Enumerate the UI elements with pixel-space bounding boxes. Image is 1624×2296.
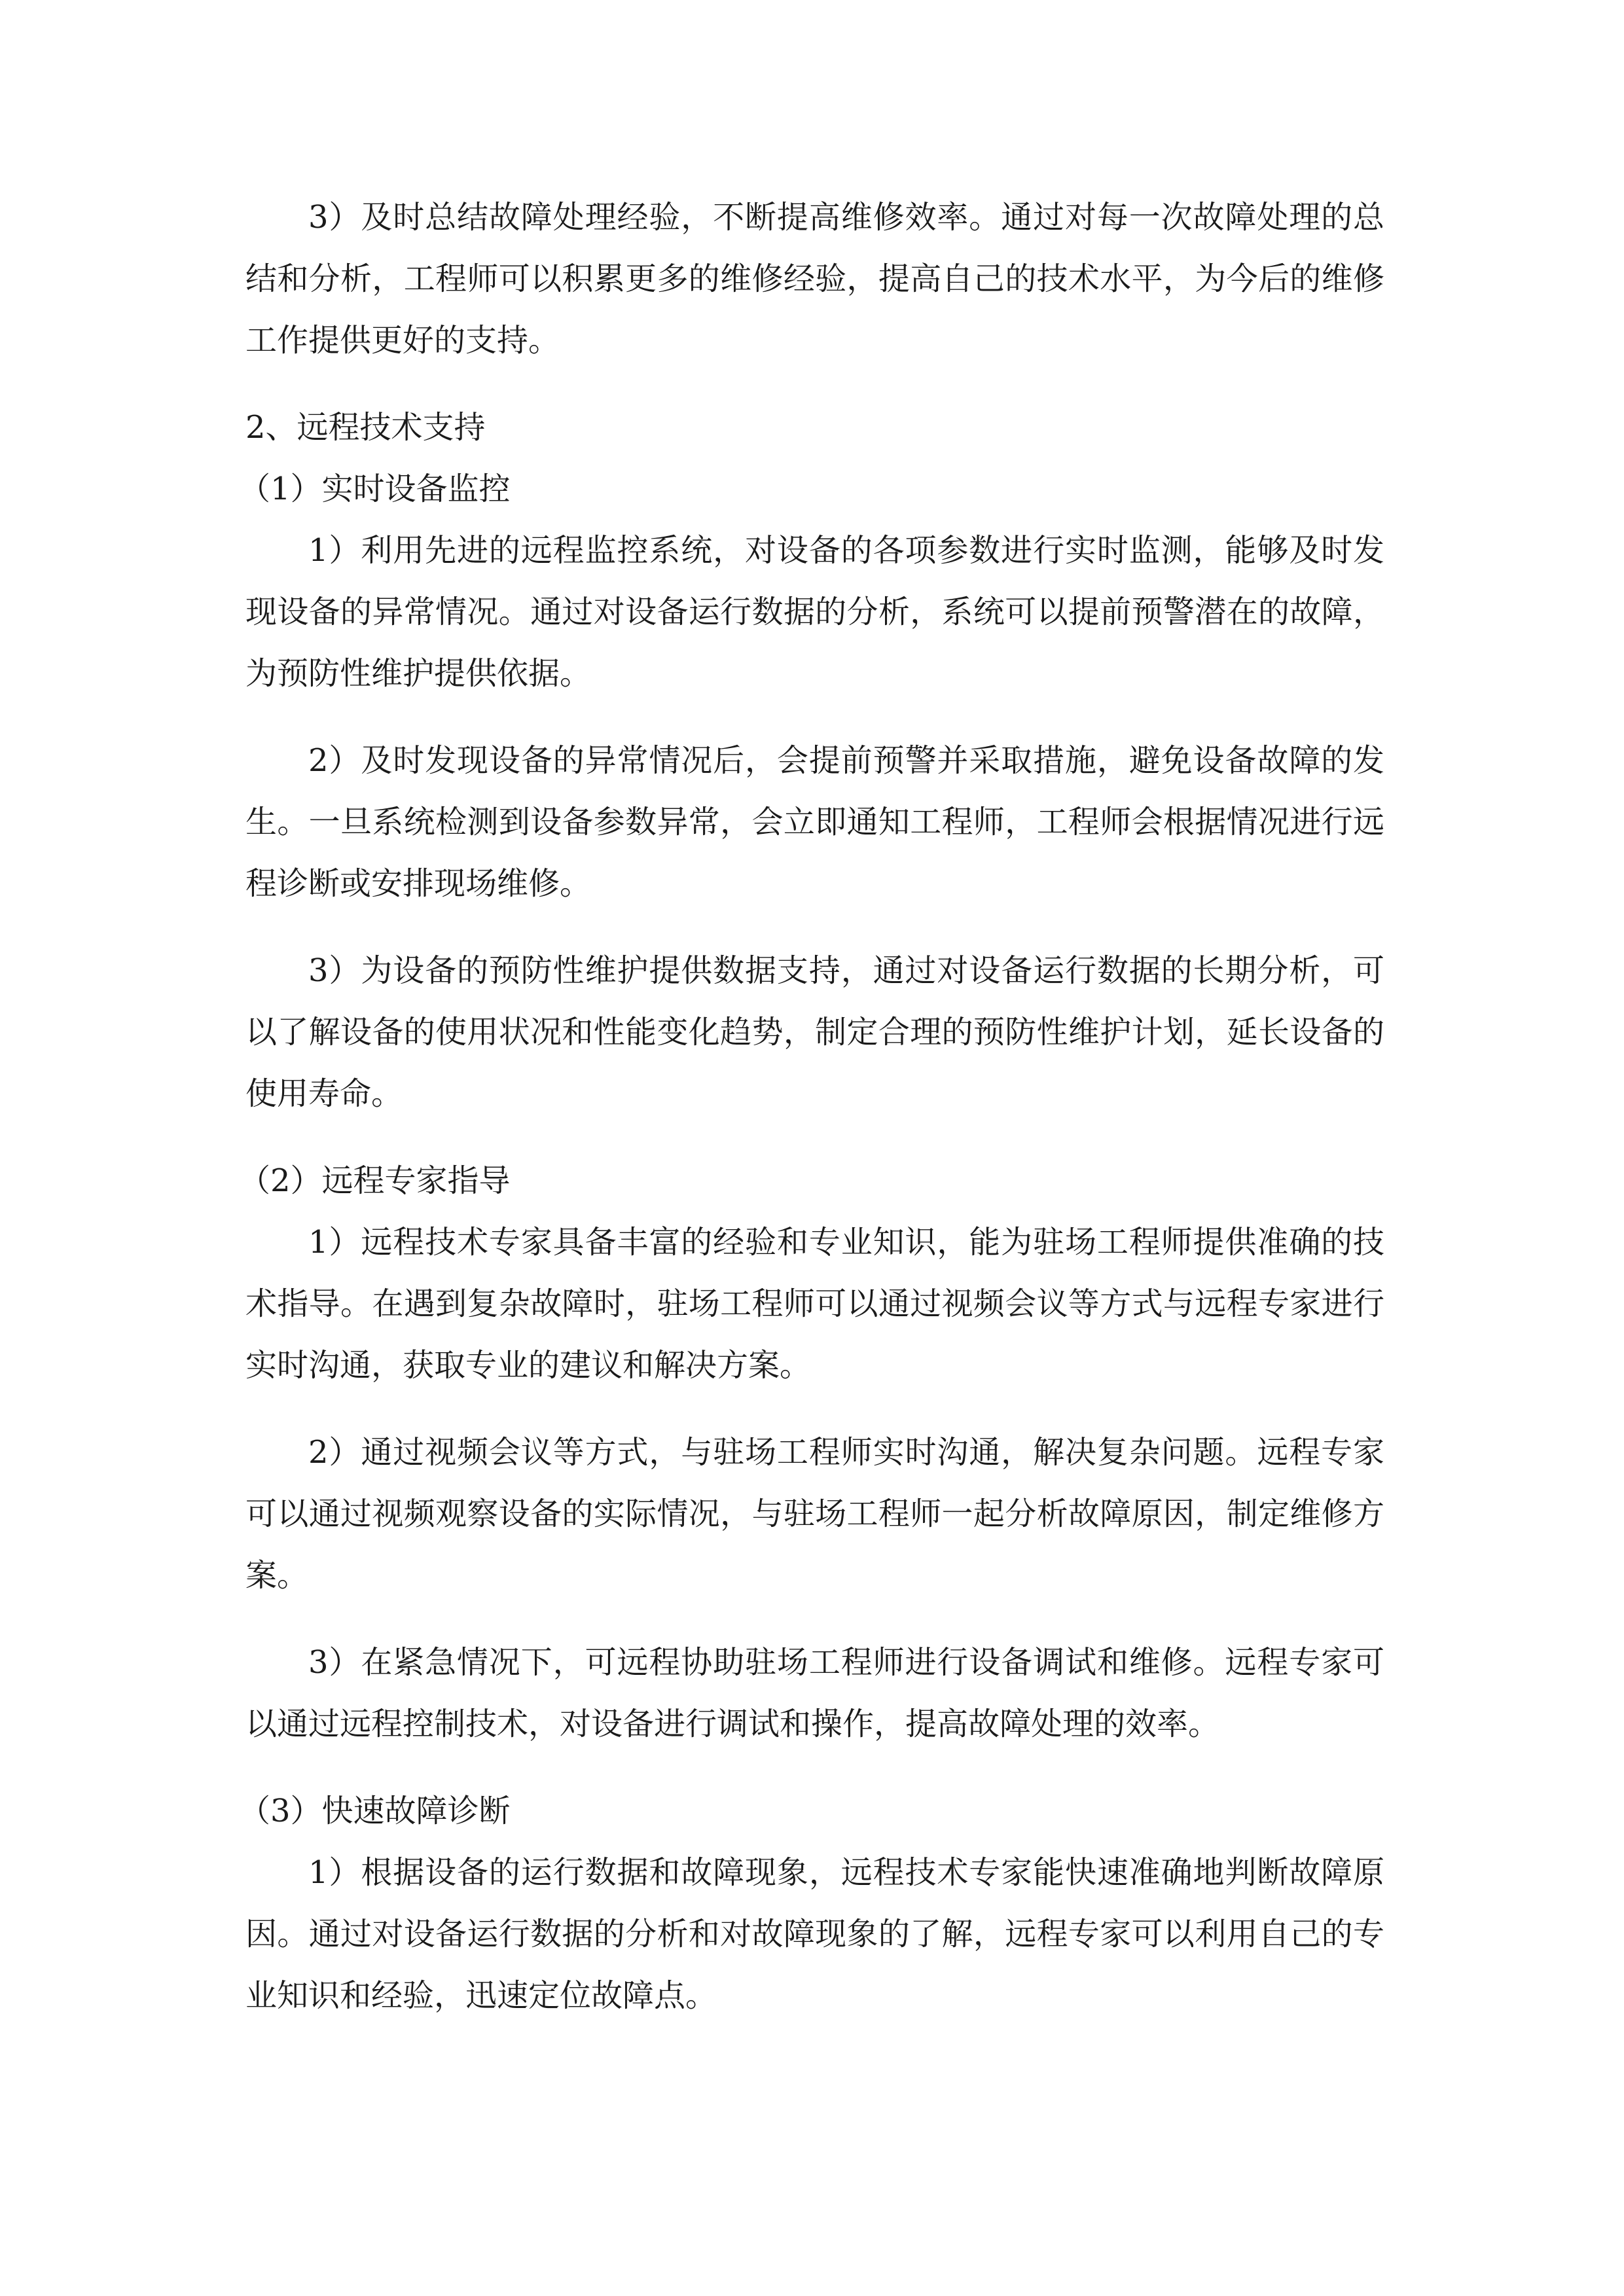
- paragraph-monitoring-2: 2）及时发现设备的异常情况后，会提前预警并采取措施，避免设备故障的发生。一旦系统检测到设备参数异常，会立即通知工程师，工程师会根据情况进行远程诊断或安排现场维修。: [245, 742, 1384, 902]
- paragraph-diagnosis-1: 1）根据设备的运行数据和故障现象，远程技术专家能快速准确地判断故障原因。通过对设备运行数据的分析和对故障现象的了解，远程专家可以利用自己的专业知识和经验，迅速定位故障点。: [245, 1854, 1384, 2014]
- subheading-expert-guidance: （2）远程专家指导: [239, 1162, 511, 1199]
- subheading-realtime-monitoring: （1）实时设备监控: [239, 471, 511, 507]
- paragraph-monitoring-1: 1）利用先进的远程监控系统，对设备的各项参数进行实时监测，能够及时发现设备的异常情况。通过对设备运行数据的分析，系统可以提前预警潜在的故障，为预防性维护提供依据。: [245, 532, 1384, 692]
- paragraph-expert-2: 2）通过视频会议等方式，与驻场工程师实时沟通，解决复杂问题。远程专家可以通过视频观察设备的实际情况，与驻场工程师一起分析故障原因，制定维修方案。: [245, 1434, 1384, 1594]
- subheading-fast-diagnosis: （3）快速故障诊断: [239, 1793, 511, 1829]
- paragraph-expert-1: 1）远程技术专家具备丰富的经验和专业知识，能为驻场工程师提供准确的技术指导。在遇到复杂故障时，驻场工程师可以通过视频会议等方式与远程专家进行实时沟通，获取专业的建议和解决方案。: [245, 1224, 1384, 1384]
- paragraph-expert-3: 3）在紧急情况下，可远程协助驻场工程师进行设备调试和维修。远程专家可以通过远程控制技术，对设备进行调试和操作，提高故障处理的效率。: [245, 1644, 1384, 1742]
- paragraph-monitoring-3: 3）为设备的预防性维护提供数据支持，通过对设备运行数据的长期分析，可以了解设备的使用状况和性能变化趋势，制定合理的预防性维护计划，延长设备的使用寿命。: [245, 952, 1384, 1112]
- paragraph-summary-experience: 3）及时总结故障处理经验，不断提高维修效率。通过对每一次故障处理的总结和分析，工程师可以积累更多的维修经验，提高自己的技术水平，为今后的维修工作提供更好的支持。: [245, 199, 1384, 359]
- document-body: [239, 187, 1384, 2052]
- section-heading-remote-support: 2、远程技术支持: [245, 409, 486, 446]
